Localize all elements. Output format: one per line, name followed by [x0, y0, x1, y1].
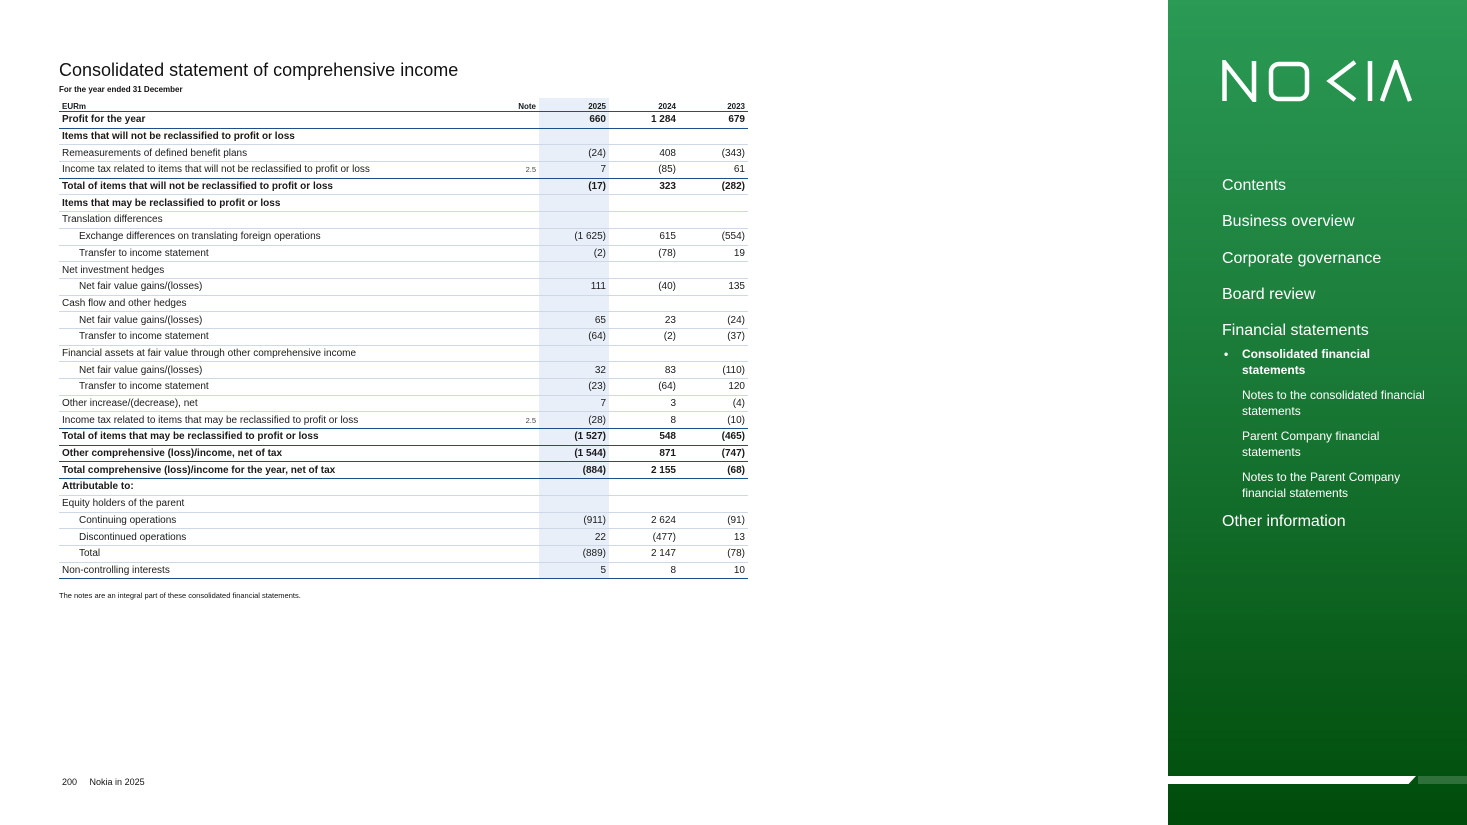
- cell-2023: (554): [679, 228, 748, 245]
- subnav-parent-company-financial-statements[interactable]: [1222, 428, 1432, 460]
- cell-2023: [679, 295, 748, 312]
- row-note: [489, 429, 539, 446]
- row-label: Exchange differences on translating foreign operations: [59, 228, 489, 245]
- cell-2023: [679, 195, 748, 212]
- cell-2025: 7: [539, 162, 609, 179]
- subnav-label: Notes to the consolidated financial statements: [1242, 388, 1425, 419]
- nav-corporate-governance[interactable]: Corporate governance: [1222, 249, 1382, 267]
- row-label: Total: [59, 545, 489, 562]
- cell-2023: (465): [679, 429, 748, 446]
- cell-2025: (28): [539, 412, 609, 429]
- subnav-consolidated-financial-statements[interactable]: [1222, 346, 1432, 378]
- row-note: [489, 195, 539, 212]
- cell-2025: (889): [539, 545, 609, 562]
- table-row: [59, 429, 748, 446]
- row-note: [489, 312, 539, 329]
- row-label: Income tax related to items that may be reclassified to profit or loss: [59, 412, 489, 429]
- nokia-logo[interactable]: [1222, 60, 1413, 102]
- cell-2024: 548: [609, 429, 679, 446]
- row-label: Financial assets at fair value through other comprehensive income: [59, 345, 489, 362]
- cell-2024: [609, 195, 679, 212]
- cell-2025: 5: [539, 562, 609, 579]
- row-label: Items that may be reclassified to profit or loss: [59, 195, 489, 212]
- cell-2023: [679, 479, 748, 496]
- row-label: Continuing operations: [59, 512, 489, 529]
- cell-2023: 120: [679, 379, 748, 396]
- table-row: [59, 195, 748, 212]
- row-note: [489, 462, 539, 479]
- row-note: [489, 278, 539, 295]
- row-label: Attributable to:: [59, 479, 489, 496]
- header-label: EURm: [59, 98, 489, 112]
- cell-2025: (1 544): [539, 445, 609, 462]
- cell-2025: [539, 262, 609, 279]
- row-label: Discontinued operations: [59, 529, 489, 546]
- cell-2024: (477): [609, 529, 679, 546]
- subnav-notes-parent-company[interactable]: [1222, 469, 1432, 501]
- cell-2024: (85): [609, 162, 679, 179]
- row-note: [489, 529, 539, 546]
- cell-2024: 8: [609, 562, 679, 579]
- table-row: [59, 545, 748, 562]
- cell-2025: (17): [539, 178, 609, 195]
- cell-2024: [609, 495, 679, 512]
- row-label: Transfer to income statement: [59, 245, 489, 262]
- cell-2023: (78): [679, 545, 748, 562]
- cell-2024: 1 284: [609, 112, 679, 129]
- cell-2025: [539, 212, 609, 229]
- row-label: Transfer to income statement: [59, 328, 489, 345]
- cell-2025: (24): [539, 145, 609, 162]
- cell-2023: 679: [679, 112, 748, 129]
- cell-2025: [539, 128, 609, 145]
- sidebar-nav: [1222, 174, 1432, 546]
- row-label: Total comprehensive (loss)/income for the year, net of tax: [59, 462, 489, 479]
- table-row: [59, 128, 748, 145]
- row-note: [489, 395, 539, 412]
- progress-bar-track: [1418, 776, 1467, 784]
- table-row: [59, 145, 748, 162]
- row-label: Transfer to income statement: [59, 379, 489, 396]
- row-label: Other comprehensive (loss)/income, net of tax: [59, 445, 489, 462]
- cell-2025: (23): [539, 379, 609, 396]
- row-label: Equity holders of the parent: [59, 495, 489, 512]
- cell-2024: [609, 128, 679, 145]
- subnav-label: Notes to the Parent Company financial statements: [1242, 470, 1401, 501]
- row-note: [489, 545, 539, 562]
- row-note: [489, 245, 539, 262]
- cell-2025: 65: [539, 312, 609, 329]
- table-row: [59, 228, 748, 245]
- row-note: [489, 112, 539, 129]
- publication-name: Nokia in 2025: [89, 777, 145, 787]
- cell-2025: 7: [539, 395, 609, 412]
- subnav-label: Parent Company financial statements: [1242, 429, 1380, 460]
- row-label: Total of items that will not be reclassified to profit or loss: [59, 178, 489, 195]
- header-2023: 2023: [679, 98, 748, 112]
- cell-2025: (1 527): [539, 429, 609, 446]
- table-row: [59, 512, 748, 529]
- cell-2024: 408: [609, 145, 679, 162]
- footnote: The notes are an integral part of these consolidated financial statements.: [59, 591, 301, 600]
- row-label: Non-controlling interests: [59, 562, 489, 579]
- cell-2024: [609, 345, 679, 362]
- page-footer: [62, 777, 155, 787]
- nav-other-information[interactable]: Other information: [1222, 513, 1346, 531]
- cell-2024: [609, 262, 679, 279]
- row-note: [489, 145, 539, 162]
- cell-2023: (110): [679, 362, 748, 379]
- cell-2024: (2): [609, 328, 679, 345]
- table-row: [59, 245, 748, 262]
- table-row: [59, 479, 748, 496]
- table-row: [59, 412, 748, 429]
- row-note: [489, 212, 539, 229]
- header-2024: 2024: [609, 98, 679, 112]
- cell-2023: (68): [679, 462, 748, 479]
- subnav-label: Consolidated financial statements: [1242, 347, 1371, 378]
- cell-2023: (4): [679, 395, 748, 412]
- row-note: [489, 562, 539, 579]
- cell-2025: [539, 295, 609, 312]
- table-header-row: [59, 98, 748, 112]
- row-label: Remeasurements of defined benefit plans: [59, 145, 489, 162]
- row-note: [489, 128, 539, 145]
- cell-2024: [609, 479, 679, 496]
- row-note: [489, 178, 539, 195]
- table-row: [59, 112, 748, 129]
- nav-board-review[interactable]: Board review: [1222, 285, 1316, 303]
- subnav-notes-consolidated[interactable]: [1222, 387, 1432, 419]
- bullet-icon: •: [1224, 347, 1229, 362]
- table-row: [59, 278, 748, 295]
- nav-financial-statements[interactable]: Financial statements: [1222, 322, 1369, 340]
- page-number: 200: [62, 777, 78, 787]
- row-note: [489, 445, 539, 462]
- row-label: Income tax related to items that will not be reclassified to profit or loss: [59, 162, 489, 179]
- cell-2024: 23: [609, 312, 679, 329]
- row-note: [489, 479, 539, 496]
- header-note: Note: [489, 98, 539, 112]
- cell-2025: [539, 195, 609, 212]
- cell-2024: (40): [609, 278, 679, 295]
- header-2025: 2025: [539, 98, 609, 112]
- table-row: [59, 562, 748, 579]
- cell-2024: 871: [609, 445, 679, 462]
- cell-2024: 8: [609, 412, 679, 429]
- cell-2023: [679, 262, 748, 279]
- cell-2024: 2 147: [609, 545, 679, 562]
- cell-2023: [679, 495, 748, 512]
- cell-2025: [539, 495, 609, 512]
- row-label: Net fair value gains/(losses): [59, 312, 489, 329]
- row-note: [489, 362, 539, 379]
- table-row: [59, 445, 748, 462]
- cell-2023: 135: [679, 278, 748, 295]
- navigation-sidebar: [1168, 0, 1467, 825]
- row-label: Net fair value gains/(losses): [59, 278, 489, 295]
- cell-2023: 10: [679, 562, 748, 579]
- table-row: [59, 495, 748, 512]
- cell-2024: 2 624: [609, 512, 679, 529]
- cell-2024: 83: [609, 362, 679, 379]
- row-note: [489, 495, 539, 512]
- cell-2023: 13: [679, 529, 748, 546]
- row-note: [489, 262, 539, 279]
- table-row: [59, 295, 748, 312]
- row-label: Cash flow and other hedges: [59, 295, 489, 312]
- cell-2024: [609, 295, 679, 312]
- page-title: Consolidated statement of comprehensive income: [59, 60, 459, 80]
- table-row: [59, 362, 748, 379]
- cell-2023: (282): [679, 178, 748, 195]
- table-row: [59, 262, 748, 279]
- cell-2024: [609, 212, 679, 229]
- row-label: Profit for the year: [59, 112, 489, 129]
- table-row: [59, 328, 748, 345]
- row-label: Translation differences: [59, 212, 489, 229]
- cell-2024: 615: [609, 228, 679, 245]
- cell-2023: 19: [679, 245, 748, 262]
- nav-contents[interactable]: Contents: [1222, 177, 1287, 194]
- row-note: [489, 295, 539, 312]
- table-row: [59, 462, 748, 479]
- table-row: [59, 345, 748, 362]
- cell-2024: 2 155: [609, 462, 679, 479]
- row-note: [489, 228, 539, 245]
- table-row: [59, 178, 748, 195]
- row-label: Other increase/(decrease), net: [59, 395, 489, 412]
- income-statement-table: [59, 98, 748, 579]
- cell-2025: (911): [539, 512, 609, 529]
- cell-2023: [679, 345, 748, 362]
- cell-2025: (64): [539, 328, 609, 345]
- cell-2025: (884): [539, 462, 609, 479]
- cell-2023: (37): [679, 328, 748, 345]
- row-label: Total of items that may be reclassified to profit or loss: [59, 429, 489, 446]
- cell-2023: [679, 128, 748, 145]
- row-note: 2.5: [489, 162, 539, 179]
- cell-2025: [539, 479, 609, 496]
- cell-2023: (10): [679, 412, 748, 429]
- cell-2025: (2): [539, 245, 609, 262]
- row-label: Items that will not be reclassified to profit or loss: [59, 128, 489, 145]
- cell-2024: 323: [609, 178, 679, 195]
- cell-2025: 32: [539, 362, 609, 379]
- table-row: [59, 212, 748, 229]
- nav-business-overview[interactable]: Business overview: [1222, 213, 1355, 231]
- cell-2024: 3: [609, 395, 679, 412]
- row-label: Net fair value gains/(losses): [59, 362, 489, 379]
- cell-2023: (24): [679, 312, 748, 329]
- cell-2025: 660: [539, 112, 609, 129]
- row-label: Net investment hedges: [59, 262, 489, 279]
- cell-2023: [679, 212, 748, 229]
- page-subtitle: For the year ended 31 December: [59, 85, 183, 94]
- cell-2025: 111: [539, 278, 609, 295]
- table-row: [59, 529, 748, 546]
- row-note: [489, 328, 539, 345]
- cell-2025: (1 625): [539, 228, 609, 245]
- row-note: 2.5: [489, 412, 539, 429]
- cell-2025: [539, 345, 609, 362]
- cell-2023: (747): [679, 445, 748, 462]
- table-row: [59, 312, 748, 329]
- row-note: [489, 345, 539, 362]
- cell-2023: (91): [679, 512, 748, 529]
- cell-2025: 22: [539, 529, 609, 546]
- table-row: [59, 395, 748, 412]
- row-note: [489, 512, 539, 529]
- cell-2024: (64): [609, 379, 679, 396]
- cell-2023: 61: [679, 162, 748, 179]
- table-row: [59, 162, 748, 179]
- cell-2023: (343): [679, 145, 748, 162]
- progress-bar-fill: [1168, 776, 1416, 784]
- table-row: [59, 379, 748, 396]
- row-note: [489, 379, 539, 396]
- cell-2024: (78): [609, 245, 679, 262]
